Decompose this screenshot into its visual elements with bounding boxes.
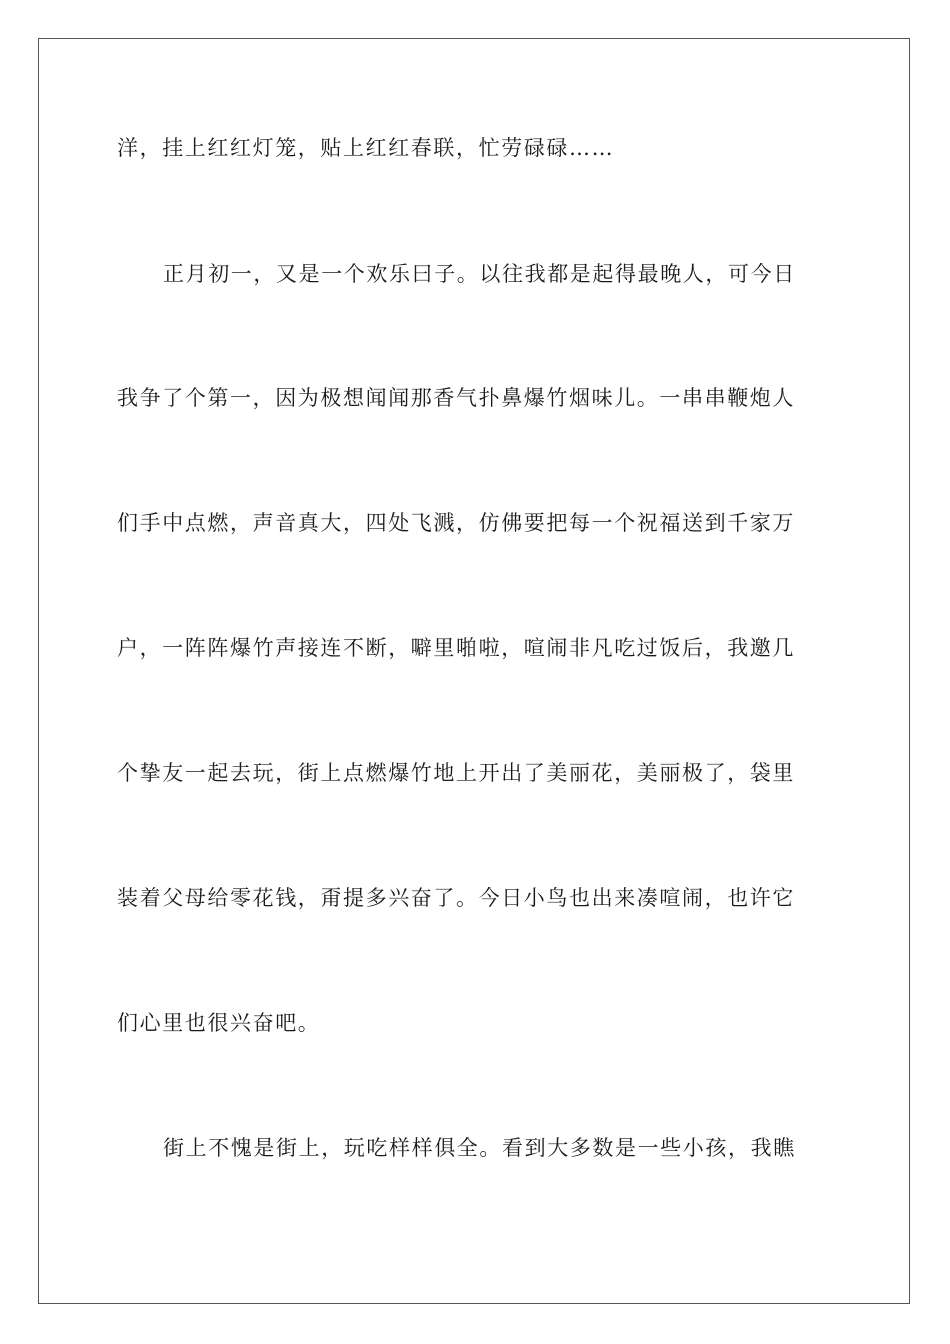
page-border bbox=[38, 38, 910, 1304]
text-line: 洋，挂上红红灯笼，贴上红红春联，忙劳碌碌…… bbox=[117, 136, 615, 160]
paragraph-start-line: 街上不愧是街上，玩吃样样俱全。看到大多数是一些小孩，我瞧 bbox=[163, 1136, 796, 1160]
text-line: 们手中点燃，声音真大，四处飞溅，仿佛要把每一个祝福送到千家万 bbox=[117, 511, 795, 535]
text-line: 户，一阵阵爆竹声接连不断，噼里啪啦，喧闹非凡吃过饭后，我邀几 bbox=[117, 636, 795, 660]
text-line: 装着父母给零花钱，甭提多兴奋了。今日小鸟也出来凑喧闹，也许它 bbox=[117, 886, 795, 910]
text-line: 个挚友一起去玩，街上点燃爆竹地上开出了美丽花，美丽极了，袋里 bbox=[117, 761, 795, 785]
text-line: 我争了个第一，因为极想闻闻那香气扑鼻爆竹烟味儿。一串串鞭炮人 bbox=[117, 386, 795, 410]
paragraph-start-line: 正月初一，又是一个欢乐曰子。以往我都是起得最晚人，可今日 bbox=[163, 262, 796, 286]
text-line: 们心里也很兴奋吧。 bbox=[117, 1011, 321, 1035]
